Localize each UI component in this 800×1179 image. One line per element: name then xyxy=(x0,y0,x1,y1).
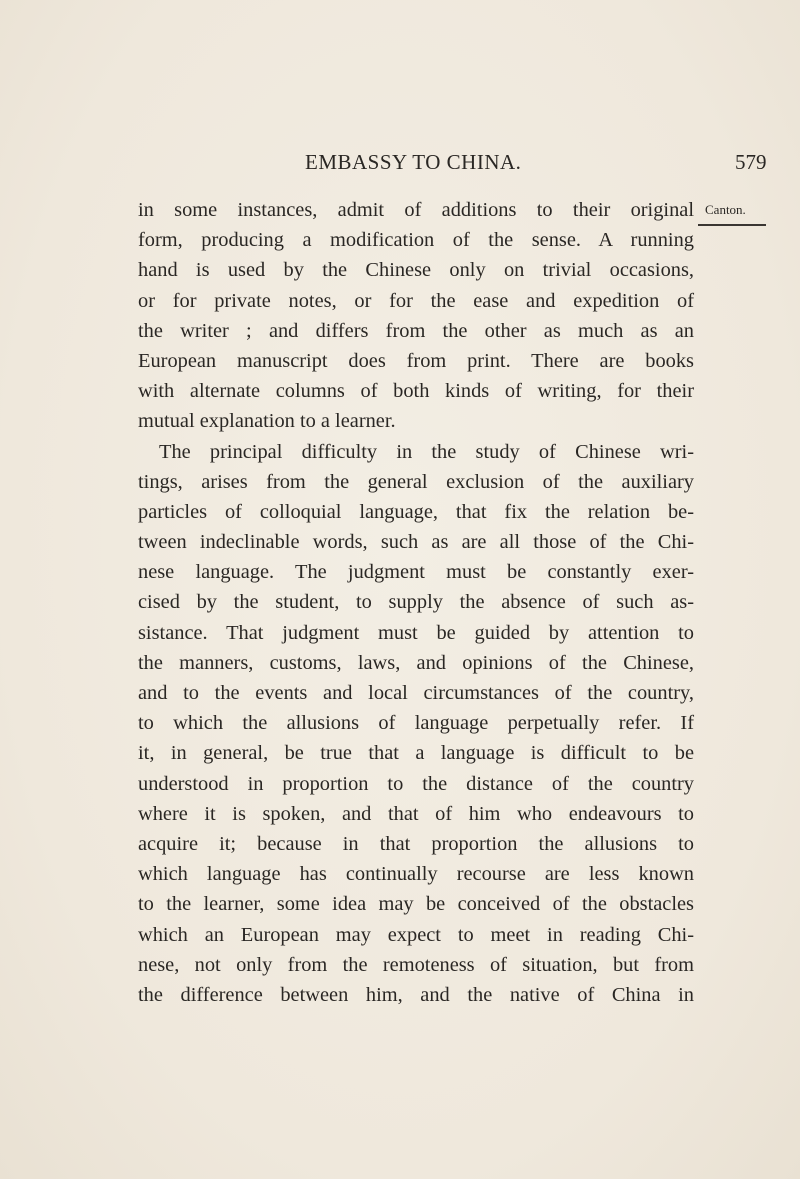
text-line: the difference between him, and the native of China in xyxy=(138,983,694,1006)
text-line: or for private notes, or for the ease and expedition of xyxy=(138,289,694,312)
text-line: tings, arises from the general exclusion of the auxiliary xyxy=(138,470,694,493)
text-line: sistance. That judgment must be guided by attention to xyxy=(138,621,694,644)
text-line: nese, not only from the remoteness of situation, but from xyxy=(138,953,694,976)
text-line: nese language. The judgment must be constantly exer- xyxy=(138,561,694,584)
margin-note-rule xyxy=(698,224,766,226)
text-line: hand is used by the Chinese only on trivial occasions, xyxy=(138,259,694,282)
text-line: which an European may expect to meet in reading Chi- xyxy=(138,923,694,946)
text-line: understood in proportion to the distance of the country xyxy=(138,772,694,795)
text-line: acquire it; because in that proportion the allusions to xyxy=(138,832,694,855)
text-line: the manners, customs, laws, and opinions of the Chinese, xyxy=(138,651,694,674)
text-line: which language has continually recourse are less known xyxy=(138,863,694,886)
text-line: European manuscript does from print. There are books xyxy=(138,349,694,372)
text-line: to which the allusions of language perpetually refer. If xyxy=(138,712,694,735)
text-line: where it is spoken, and that of him who endeavours to xyxy=(138,802,694,825)
text-line: the writer ; and differs from the other as much as an xyxy=(138,319,694,342)
text-line: and to the events and local circumstances of the country, xyxy=(138,682,694,704)
page-number: 579 xyxy=(735,150,767,174)
running-head: EMBASSY TO CHINA. xyxy=(305,150,522,174)
text-line: tween indeclinable words, such as are all those of the Chi- xyxy=(138,531,694,554)
text-line: with alternate columns of both kinds of writing, for their xyxy=(138,380,694,403)
text-line: to the learner, some idea may be conceived of the obstacles xyxy=(138,893,694,916)
text-line: The principal difficulty in the study of Chinese wri- xyxy=(159,440,694,463)
body-text xyxy=(138,195,694,1010)
text-line: in some instances, admit of additions to their original xyxy=(138,199,694,221)
text-line: mutual explanation to a learner. xyxy=(138,410,396,433)
text-line: particles of colloquial language, that fix the relation be- xyxy=(138,500,694,523)
text-line: form, producing a modification of the sense. A running xyxy=(138,229,694,252)
margin-note: Canton. xyxy=(705,202,746,217)
text-line: cised by the student, to supply the absence of such as- xyxy=(138,591,694,614)
text-line: it, in general, be true that a language is difficult to be xyxy=(138,742,694,765)
